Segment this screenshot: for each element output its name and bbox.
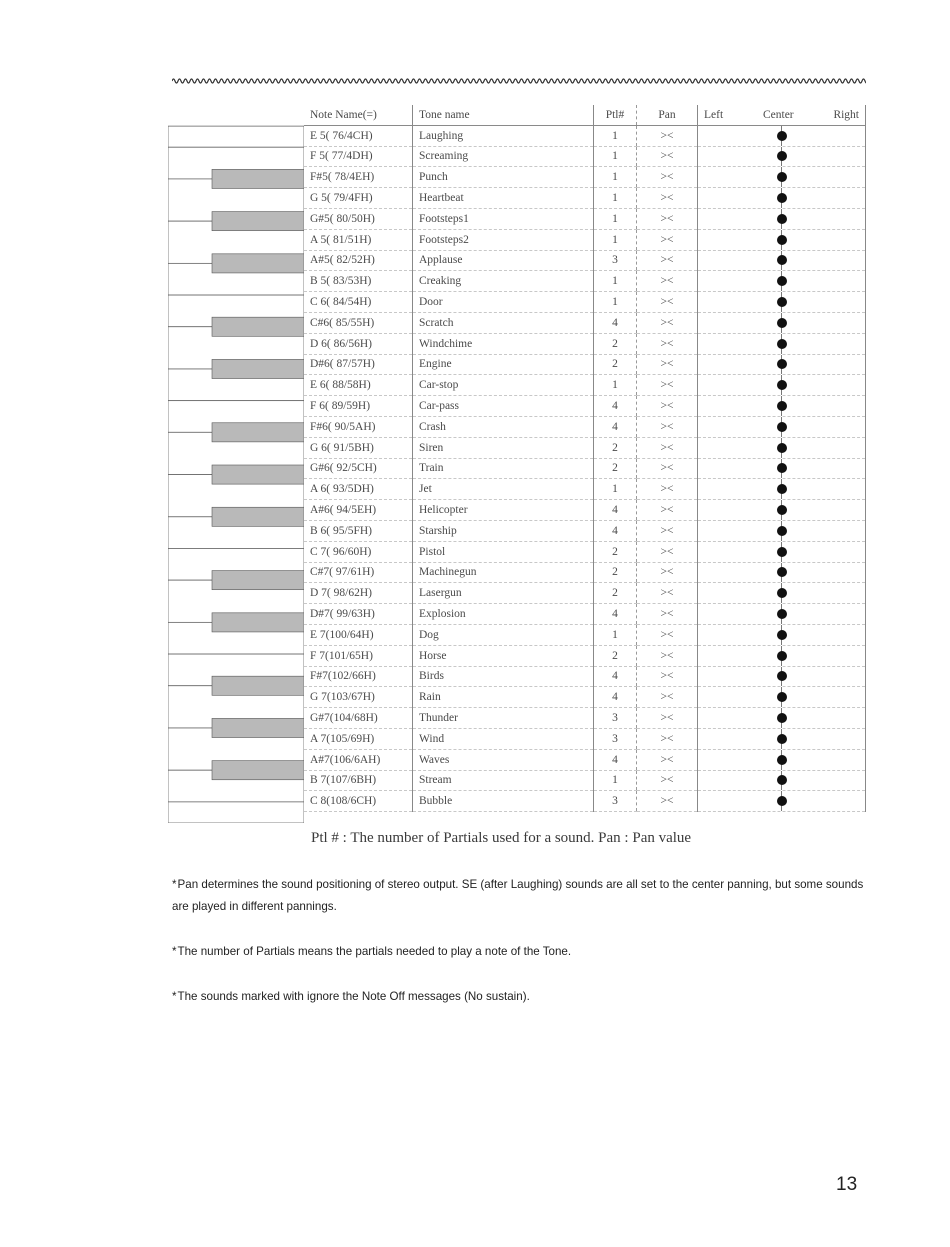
- center-pan-dot: [777, 214, 787, 224]
- partials-cell: 4: [594, 604, 637, 625]
- partials-cell: 1: [594, 167, 637, 188]
- tone-name-cell: Car-stop: [413, 375, 594, 396]
- tone-name-cell: Laughing: [413, 125, 594, 146]
- header-pan: Pan: [637, 105, 698, 125]
- partials-cell: 1: [594, 125, 637, 146]
- pan-position-cell: [698, 146, 866, 167]
- table-row: [304, 500, 866, 521]
- center-pan-dot: [777, 255, 787, 265]
- pan-value-cell: ><: [637, 208, 698, 229]
- pan-position-cell: [698, 728, 866, 749]
- note-name-cell: D 6( 86/56H): [304, 333, 413, 354]
- note-name-cell: D#6( 87/57H): [304, 354, 413, 375]
- note-name-cell: F#6( 90/5AH): [304, 416, 413, 437]
- pan-value-cell: ><: [637, 188, 698, 209]
- table-row: [304, 250, 866, 271]
- note-name-cell: A#5( 82/52H): [304, 250, 413, 271]
- pan-position-cell: [698, 583, 866, 604]
- tone-name-cell: Engine: [413, 354, 594, 375]
- note-sustain: [172, 986, 872, 1008]
- note-name-cell: C 7( 96/60H): [304, 541, 413, 562]
- note-name-cell: F 5( 77/4DH): [304, 146, 413, 167]
- note-name-cell: E 7(100/64H): [304, 624, 413, 645]
- pan-position-cell: [698, 479, 866, 500]
- partials-cell: 3: [594, 250, 637, 271]
- note-text: Pan determines the sound positioning of stereo output. SE (after Laughing) sounds are all set to the center panning, but some sounds are played in different pannings.: [172, 878, 864, 913]
- wavy-top-rule: [172, 74, 866, 88]
- partials-cell: 1: [594, 375, 637, 396]
- note-name-cell: G 5( 79/4FH): [304, 188, 413, 209]
- note-name-cell: A#6( 94/5EH): [304, 500, 413, 521]
- note-name-cell: G#7(104/68H): [304, 708, 413, 729]
- table-row: [304, 687, 866, 708]
- partials-cell: 1: [594, 208, 637, 229]
- table-row: [304, 604, 866, 625]
- pan-position-cell: [698, 312, 866, 333]
- note-name-cell: B 6( 95/5FH): [304, 520, 413, 541]
- pan-position-cell: [698, 292, 866, 313]
- tone-name-cell: Crash: [413, 416, 594, 437]
- table-row: [304, 229, 866, 250]
- partials-cell: 2: [594, 458, 637, 479]
- note-name-cell: A 6( 93/5DH): [304, 479, 413, 500]
- pan-value-cell: ><: [637, 229, 698, 250]
- tone-name-cell: Starship: [413, 520, 594, 541]
- pan-value-cell: ><: [637, 666, 698, 687]
- center-pan-dot: [777, 151, 787, 161]
- header-right: Right: [833, 108, 859, 121]
- pan-value-cell: ><: [637, 791, 698, 812]
- pan-position-cell: [698, 624, 866, 645]
- partials-cell: 1: [594, 188, 637, 209]
- pan-position-cell: [698, 125, 866, 146]
- pan-value-cell: ><: [637, 458, 698, 479]
- note-name-cell: C#7( 97/61H): [304, 562, 413, 583]
- tone-name-cell: Wind: [413, 728, 594, 749]
- center-pan-dot: [777, 484, 787, 494]
- tone-name-cell: Jet: [413, 479, 594, 500]
- pan-value-cell: ><: [637, 749, 698, 770]
- header-center: Center: [762, 108, 794, 121]
- black-key: [212, 571, 304, 590]
- pan-value-cell: ><: [637, 687, 698, 708]
- center-pan-dot: [777, 172, 787, 182]
- note-name-cell: C 8(108/6CH): [304, 791, 413, 812]
- tone-name-cell: Applause: [413, 250, 594, 271]
- black-key: [212, 761, 304, 780]
- header-tone-name: Tone name: [413, 105, 594, 125]
- pan-value-cell: ><: [637, 708, 698, 729]
- black-key: [212, 718, 304, 737]
- pan-position-cell: [698, 208, 866, 229]
- center-pan-dot: [777, 692, 787, 702]
- black-key: [212, 254, 304, 273]
- center-pan-dot: [777, 609, 787, 619]
- note-star: *: [172, 878, 177, 891]
- pan-value-cell: ><: [637, 479, 698, 500]
- note-name-cell: G#5( 80/50H): [304, 208, 413, 229]
- note-name-cell: E 6( 88/58H): [304, 375, 413, 396]
- tone-name-cell: Machinegun: [413, 562, 594, 583]
- partials-cell: 4: [594, 416, 637, 437]
- center-pan-dot: [777, 297, 787, 307]
- pan-value-cell: ><: [637, 167, 698, 188]
- table-row: [304, 791, 866, 812]
- piano-keyboard: [168, 105, 304, 823]
- table-row: [304, 167, 866, 188]
- legend-text: Ptl # : The number of Partials used for a sound. Pan : Pan value: [311, 830, 692, 846]
- tone-name-cell: Lasergun: [413, 583, 594, 604]
- partials-cell: 2: [594, 583, 637, 604]
- partials-cell: 4: [594, 749, 637, 770]
- table-row: [304, 749, 866, 770]
- pan-value-cell: ><: [637, 728, 698, 749]
- partials-cell: 1: [594, 229, 637, 250]
- tone-name-cell: Bubble: [413, 791, 594, 812]
- center-pan-dot: [777, 131, 787, 141]
- partials-cell: 2: [594, 333, 637, 354]
- pan-position-cell: [698, 791, 866, 812]
- center-pan-dot: [777, 401, 787, 411]
- table-row: [304, 312, 866, 333]
- note-name-cell: F 7(101/65H): [304, 645, 413, 666]
- black-key: [212, 212, 304, 231]
- tone-name-cell: Punch: [413, 167, 594, 188]
- pan-position-cell: [698, 167, 866, 188]
- tone-name-cell: Horse: [413, 645, 594, 666]
- table-row: [304, 770, 866, 791]
- note-name-cell: G 6( 91/5BH): [304, 437, 413, 458]
- table-row: [304, 396, 866, 417]
- header-pan-position: [698, 105, 866, 125]
- center-pan-dot: [777, 755, 787, 765]
- tone-name-cell: Waves: [413, 749, 594, 770]
- partials-cell: 4: [594, 666, 637, 687]
- tone-name-cell: Footsteps2: [413, 229, 594, 250]
- partials-cell: 2: [594, 354, 637, 375]
- note-name-cell: C#6( 85/55H): [304, 312, 413, 333]
- pan-position-cell: [698, 458, 866, 479]
- pan-value-cell: ><: [637, 271, 698, 292]
- center-pan-dot: [777, 588, 787, 598]
- note-name-cell: A 5( 81/51H): [304, 229, 413, 250]
- black-key: [212, 613, 304, 632]
- pan-position-cell: [698, 229, 866, 250]
- tone-name-cell: Scratch: [413, 312, 594, 333]
- pan-value-cell: ><: [637, 541, 698, 562]
- tone-name-cell: Creaking: [413, 271, 594, 292]
- table-row: [304, 125, 866, 146]
- tone-name-cell: Car-pass: [413, 396, 594, 417]
- black-key: [212, 465, 304, 484]
- sound-effects-table: [304, 105, 866, 812]
- pan-position-cell: [698, 645, 866, 666]
- table-row: [304, 375, 866, 396]
- tone-name-cell: Siren: [413, 437, 594, 458]
- header-left: Left: [704, 108, 724, 121]
- pan-position-cell: [698, 375, 866, 396]
- note-name-cell: A#7(106/6AH): [304, 749, 413, 770]
- table-row: [304, 728, 866, 749]
- partials-cell: 3: [594, 728, 637, 749]
- table-row: [304, 562, 866, 583]
- pan-position-cell: [698, 749, 866, 770]
- partials-cell: 3: [594, 708, 637, 729]
- pan-value-cell: ><: [637, 562, 698, 583]
- partials-cell: 4: [594, 687, 637, 708]
- center-pan-dot: [777, 276, 787, 286]
- table-row: [304, 292, 866, 313]
- pan-value-cell: ><: [637, 312, 698, 333]
- partials-cell: 1: [594, 624, 637, 645]
- pan-value-cell: ><: [637, 520, 698, 541]
- pan-position-cell: [698, 500, 866, 521]
- center-pan-dot: [777, 443, 787, 453]
- table-row: [304, 666, 866, 687]
- pan-position-cell: [698, 354, 866, 375]
- partials-cell: 4: [594, 396, 637, 417]
- header-note-name: Note Name(=): [304, 105, 413, 125]
- table-row: [304, 208, 866, 229]
- table-row: [304, 583, 866, 604]
- pan-value-cell: ><: [637, 437, 698, 458]
- tone-name-cell: Heartbeat: [413, 188, 594, 209]
- center-pan-dot: [777, 796, 787, 806]
- partials-cell: 2: [594, 437, 637, 458]
- center-pan-dot: [777, 339, 787, 349]
- pan-value-cell: ><: [637, 416, 698, 437]
- white-key: [168, 126, 304, 147]
- center-pan-dot: [777, 380, 787, 390]
- center-pan-dot: [777, 775, 787, 785]
- center-pan-dot: [777, 463, 787, 473]
- center-pan-dot: [777, 547, 787, 557]
- pan-position-cell: [698, 396, 866, 417]
- center-pan-dot: [777, 505, 787, 515]
- pan-position-cell: [698, 188, 866, 209]
- tone-name-cell: Birds: [413, 666, 594, 687]
- table-row: [304, 188, 866, 209]
- note-name-cell: E 5( 76/4CH): [304, 125, 413, 146]
- black-key: [212, 423, 304, 442]
- pan-value-cell: ><: [637, 375, 698, 396]
- table-row: [304, 437, 866, 458]
- pan-position-cell: [698, 666, 866, 687]
- pan-position-cell: [698, 708, 866, 729]
- pan-position-cell: [698, 770, 866, 791]
- black-key: [212, 676, 304, 695]
- black-key: [212, 359, 304, 378]
- white-key: [168, 802, 304, 823]
- note-name-cell: G 7(103/67H): [304, 687, 413, 708]
- table-row: [304, 708, 866, 729]
- pan-value-cell: ><: [637, 396, 698, 417]
- note-name-cell: F 6( 89/59H): [304, 396, 413, 417]
- pan-value-cell: ><: [637, 354, 698, 375]
- center-pan-dot: [777, 567, 787, 577]
- table-header-row: [304, 105, 866, 125]
- center-pan-dot: [777, 734, 787, 744]
- center-pan-dot: [777, 235, 787, 245]
- header-partials: Ptl#: [594, 105, 637, 125]
- table-row: [304, 458, 866, 479]
- note-name-cell: G#6( 92/5CH): [304, 458, 413, 479]
- partials-cell: 1: [594, 292, 637, 313]
- note-name-cell: D 7( 98/62H): [304, 583, 413, 604]
- tone-name-cell: Train: [413, 458, 594, 479]
- pan-position-cell: [698, 416, 866, 437]
- partials-cell: 1: [594, 271, 637, 292]
- pan-value-cell: ><: [637, 583, 698, 604]
- note-name-cell: D#7( 99/63H): [304, 604, 413, 625]
- pan-position-cell: [698, 437, 866, 458]
- center-pan-dot: [777, 318, 787, 328]
- note-name-cell: B 5( 83/53H): [304, 271, 413, 292]
- tone-name-cell: Explosion: [413, 604, 594, 625]
- black-key: [212, 507, 304, 526]
- note-star: *: [172, 945, 177, 958]
- center-pan-dot: [777, 526, 787, 536]
- table-row: [304, 333, 866, 354]
- black-key: [212, 169, 304, 188]
- partials-cell: 1: [594, 146, 637, 167]
- pan-value-cell: ><: [637, 500, 698, 521]
- note-star: *: [172, 990, 177, 1003]
- table-row: [304, 520, 866, 541]
- tone-name-cell: Footsteps1: [413, 208, 594, 229]
- partials-cell: 4: [594, 520, 637, 541]
- tone-name-cell: Helicopter: [413, 500, 594, 521]
- black-keys: [212, 169, 304, 779]
- note-partials: [172, 941, 872, 963]
- tone-name-cell: Dog: [413, 624, 594, 645]
- center-pan-dot: [777, 359, 787, 369]
- tone-name-cell: Thunder: [413, 708, 594, 729]
- pan-value-cell: ><: [637, 250, 698, 271]
- pan-value-cell: ><: [637, 624, 698, 645]
- tone-name-cell: Door: [413, 292, 594, 313]
- partials-cell: 4: [594, 500, 637, 521]
- note-name-cell: A 7(105/69H): [304, 728, 413, 749]
- table-row: [304, 354, 866, 375]
- pan-value-cell: ><: [637, 645, 698, 666]
- pan-position-cell: [698, 250, 866, 271]
- center-pan-dot: [777, 671, 787, 681]
- center-pan-dot: [777, 193, 787, 203]
- center-pan-dot: [777, 630, 787, 640]
- partials-cell: 1: [594, 479, 637, 500]
- tone-name-cell: Stream: [413, 770, 594, 791]
- pan-value-cell: ><: [637, 770, 698, 791]
- pan-position-cell: [698, 520, 866, 541]
- black-key: [212, 317, 304, 336]
- partials-cell: 2: [594, 645, 637, 666]
- table-row: [304, 479, 866, 500]
- pan-position-cell: [698, 604, 866, 625]
- pan-value-cell: ><: [637, 146, 698, 167]
- pan-position-cell: [698, 562, 866, 583]
- page-number: 13: [836, 1174, 858, 1195]
- pan-value-cell: ><: [637, 125, 698, 146]
- tone-name-cell: Pistol: [413, 541, 594, 562]
- table-row: [304, 645, 866, 666]
- partials-cell: 3: [594, 791, 637, 812]
- table-row: [304, 416, 866, 437]
- tone-name-cell: Screaming: [413, 146, 594, 167]
- tone-name-cell: Windchime: [413, 333, 594, 354]
- note-text: The number of Partials means the partials needed to play a note of the Tone.: [177, 945, 572, 958]
- note-name-cell: C 6( 84/54H): [304, 292, 413, 313]
- table-row: [304, 624, 866, 645]
- pan-position-cell: [698, 271, 866, 292]
- pan-value-cell: ><: [637, 292, 698, 313]
- partials-cell: 4: [594, 312, 637, 333]
- partials-cell: 2: [594, 541, 637, 562]
- pan-value-cell: ><: [637, 333, 698, 354]
- table-row: [304, 541, 866, 562]
- partials-cell: 2: [594, 562, 637, 583]
- pan-position-cell: [698, 333, 866, 354]
- note-pan: [172, 874, 872, 918]
- center-pan-dot: [777, 713, 787, 723]
- note-name-cell: F#7(102/66H): [304, 666, 413, 687]
- pan-position-cell: [698, 541, 866, 562]
- table-row: [304, 146, 866, 167]
- center-pan-dot: [777, 651, 787, 661]
- partials-cell: 1: [594, 770, 637, 791]
- pan-position-cell: [698, 687, 866, 708]
- note-name-cell: F#5( 78/4EH): [304, 167, 413, 188]
- note-name-cell: B 7(107/6BH): [304, 770, 413, 791]
- note-text: The sounds marked with ignore the Note Off messages (No sustain).: [177, 990, 530, 1003]
- pan-value-cell: ><: [637, 604, 698, 625]
- table-row: [304, 271, 866, 292]
- tone-name-cell: Rain: [413, 687, 594, 708]
- center-pan-dot: [777, 422, 787, 432]
